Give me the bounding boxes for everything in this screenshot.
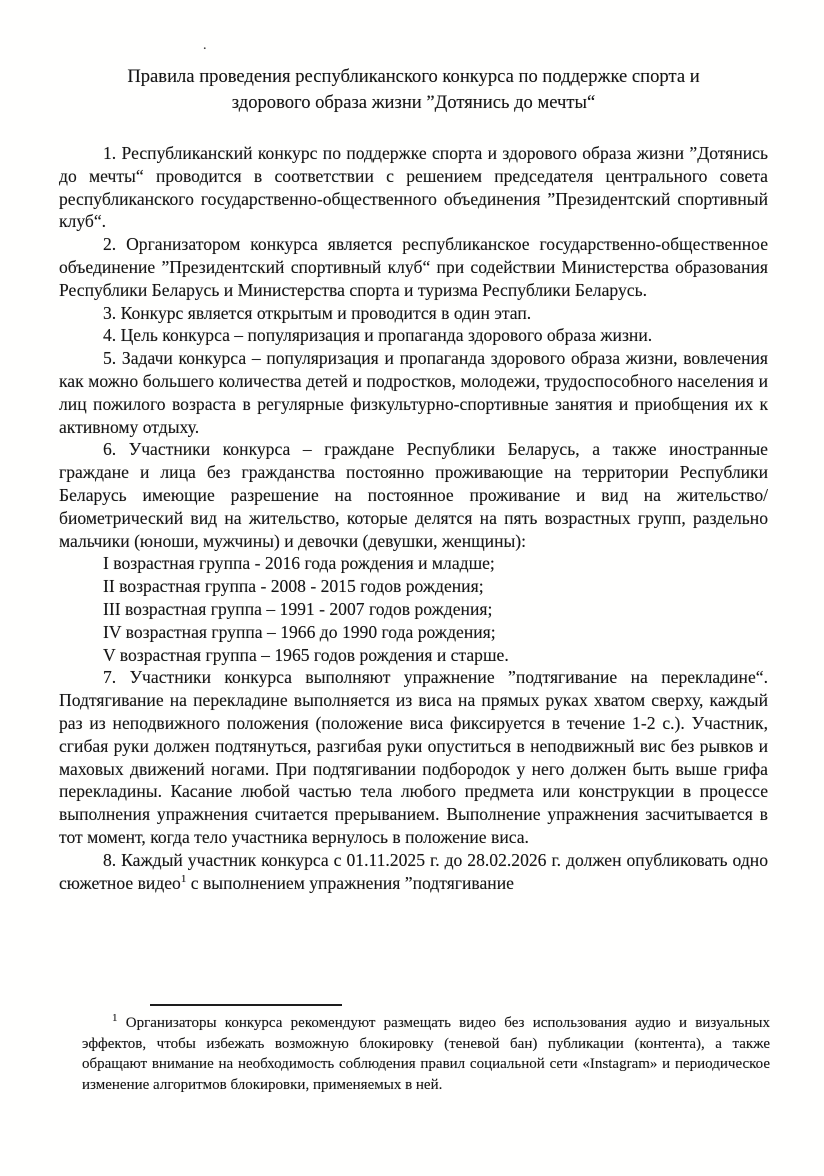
paragraph-4: 4. Цель конкурса – популяризация и пропаганда здорового образа жизни. [103, 325, 653, 346]
paragraph-2: 2. Организатором конкурса является республиканское государственно-общественное объединение ”Президентский спортивный клуб“ при содействии Министерства образования Республики Беларусь и Министерства спорта и туризма Республики Беларусь. [59, 234, 768, 300]
footnote-number: 1 [112, 1012, 118, 1024]
paragraph-8-text: 8. Каждый участник конкурса с 01.11.2025 г. до 28.02.2026 г. должен опубликовать одно сюжетное видео [59, 849, 768, 893]
paragraph-5: 5. Задачи конкурса – популяризация и пропаганда здорового образа жизни, вовлечения как можно большего количества детей и подростков, молодежи, трудоспособного населения и лиц пожилого возраста в регулярные физкультурно-спортивные занятия и приобщения их к активному отдыху. [59, 348, 768, 437]
age-group-item-1: I возрастная группа - 2016 года рождения и младше; [103, 553, 495, 574]
document-title-line-2: здорового образа жизни ”Дотянись до мечты“ [231, 92, 596, 113]
footnote-section [82, 1004, 770, 1095]
footnote-body: Организаторы конкурса рекомендуют размещать видео без использования аудио и визуальных эффектов, чтобы избежать возможную блокировку (теневой бан) публикации (контента), а также обращают внимание на необходимость соблюдения правил социальной сети «Instagram» и периодическое изменение алгоритмов блокировки, применяемых в ней. [82, 1015, 770, 1093]
document-title-line-1: Правила проведения республиканского конкурса по поддержке спорта и [127, 66, 700, 87]
paragraph-6: 6. Участники конкурса – граждане Республики Беларусь, а также иностранные граждане и лица без гражданства постоянно проживающие на территории Республики Беларусь имеющие разрешение на постоянное проживание и вид на жительство/биометрический вид на жительство, которые делятся на пять возрастных групп, раздельно мальчики (юноши, мужчины) и девочки (девушки, женщины): [59, 439, 768, 551]
footnote-separator-line [150, 1004, 342, 1006]
paragraph-7: 7. Участники конкурса выполняют упражнение ”подтягивание на перекладине“. Подтягивание на перекладине выполняется из виса на прямых руках хватом сверху, каждый раз из неподвижного положения (положение виса фиксируется в течение 1-2 с.). Участник, сгибая руки должен подтянуться, разгибая руки опуститься в неподвижный вис без рывков и маховых движений ногами. При подтягивании подбородок у него должен быть выше грифа перекладины. Касание любой частью тела любого предмета или конструкции в процессе выполнения упражнения считается прерыванием. Выполнение упражнения засчитывается в тот момент, когда тело участника вернулось в положение виса. [59, 667, 768, 847]
age-group-item-3: III возрастная группа – 1991 - 2007 годов рождения; [103, 598, 493, 619]
paragraph-1: 1. Республиканский конкурс по поддержке спорта и здорового образа жизни ”Дотянись до мечты“ проводится в соответствии с решением председателя центрального совета республиканского государственно-общественного объединения ”Президентский спортивный клуб“. [59, 143, 768, 232]
footnote-text [82, 1013, 770, 1095]
age-group-item-5: V возрастная группа – 1965 годов рождения и старше. [103, 644, 509, 665]
paragraph-8 [59, 849, 768, 895]
age-group-list [59, 552, 768, 666]
document-title [59, 64, 768, 116]
age-group-item-2: II возрастная группа - 2008 - 2015 годов рождения; [103, 576, 484, 597]
document-content [59, 64, 768, 894]
paragraph-8-text-continued: с выполнением упражнения ”подтягивание [186, 872, 514, 893]
document-body [59, 142, 768, 894]
paragraph-3: 3. Конкурс является открытым и проводится в один этап. [103, 302, 532, 323]
scan-artifact-dot: . [203, 38, 207, 53]
age-group-item-4: IV возрастная группа – 1966 до 1990 года рождения; [103, 621, 496, 642]
footnote-reference-mark: 1 [180, 872, 187, 885]
